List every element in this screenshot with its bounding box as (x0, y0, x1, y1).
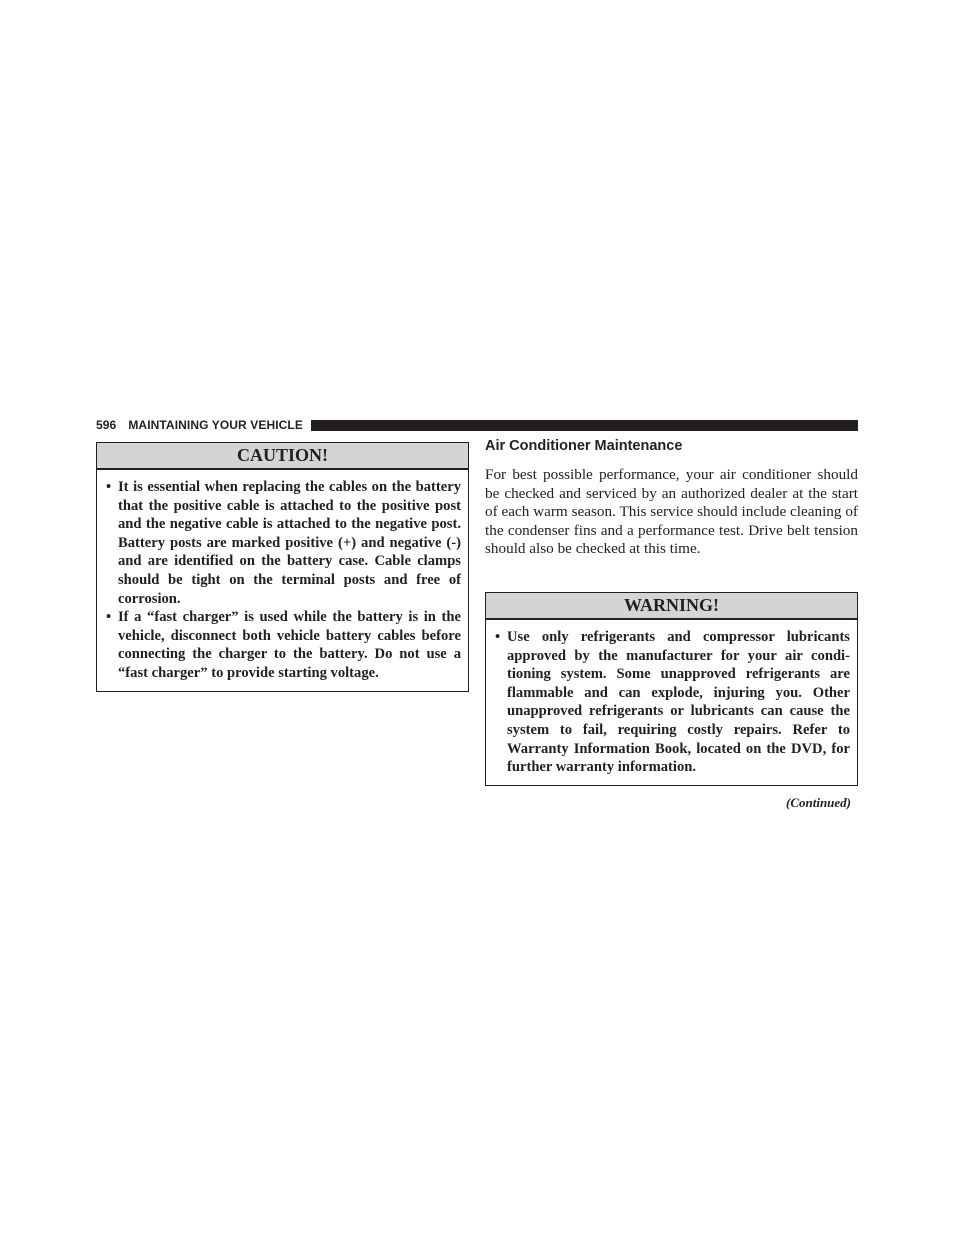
bullet-icon: • (106, 479, 112, 495)
caution-box (96, 442, 469, 692)
warning-bullet-1 (495, 628, 850, 777)
caution-bullet-2-text: If a “fast charger” is used while the battery is in the vehicle, disconnect both vehicle battery cables before connecting the charger to the battery. Do not use a “fast charger” to provide starting voltage. (118, 609, 461, 681)
warning-title: WARNING! (486, 593, 857, 620)
warning-body (486, 620, 857, 777)
warning-box (485, 592, 858, 786)
section-title: MAINTAINING YOUR VEHICLE (128, 418, 303, 432)
header-rule-bar (311, 420, 858, 431)
caution-title: CAUTION! (97, 443, 468, 470)
caution-body (97, 470, 468, 683)
bullet-icon: • (495, 629, 501, 645)
caution-bullet-2 (106, 608, 461, 682)
caution-bullet-1 (106, 478, 461, 608)
page-number: 596 (96, 418, 117, 432)
warning-bullet-1-text: Use only refrigerants and compressor lubricants approved by the manufacturer for your air conditioning system. Some unapproved refrigerants are flammable and can explode, injuring you. Other unapproved refrigerants or lubricants can cause the system to fail, requiring costly repairs. Refer to Warranty Information Book, located on the DVD, for further warranty information. (507, 629, 850, 776)
running-header (96, 417, 858, 433)
ac-maintenance-paragraph: For best possible performance, your air conditioner should be checked and serviced by an authorized dealer at the start of each warm season. This service should include cleaning of the condenser fins and a performance test. Drive belt tension should also be checked at this time. (485, 466, 858, 558)
ac-maintenance-heading: Air Conditioner Maintenance (485, 438, 683, 454)
bullet-icon: • (106, 609, 112, 626)
caution-bullet-1-text: It is essential when replacing the cables on the battery that the positive cable is attached to the positive post and the negative cable is attached to the negative post. Battery posts are marked positive (+) and negative (-) and are identified on the battery case. Cable clamps should be tight on the terminal posts and free of corrosion. (118, 479, 461, 607)
continued-label: (Continued) (785, 795, 851, 810)
